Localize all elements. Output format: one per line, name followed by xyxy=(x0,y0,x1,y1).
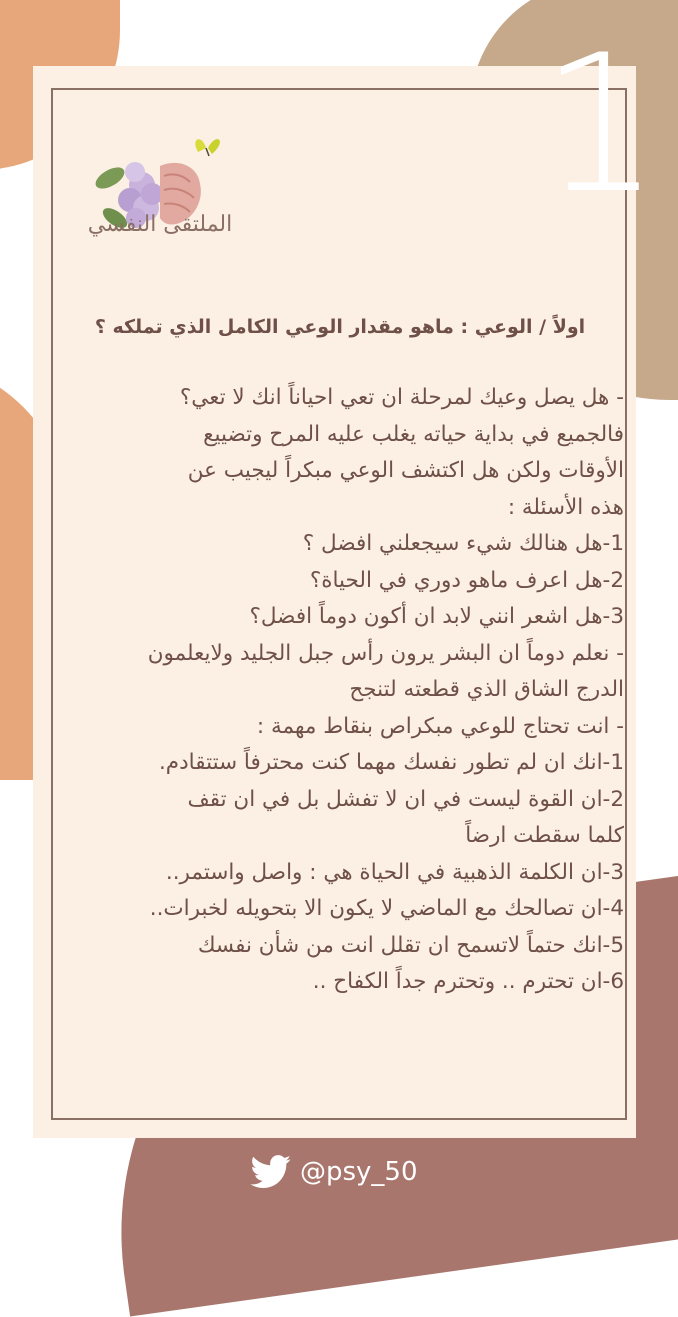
body-line: 3-هل اشعر انني لابد ان أكون دوماً افضل؟ xyxy=(249,604,624,629)
footer-handle[interactable] xyxy=(250,1150,450,1194)
body-line: 2-هل اعرف ماهو دوري في الحياة؟ xyxy=(309,567,624,593)
body-line: 1-انك ان لم تطور نفسك مهما كنت محترفاً ستتقادم. xyxy=(158,750,624,775)
body-line: الأوقات ولكن هل اكتشف الوعي مبكراً ليجيب عن xyxy=(187,458,624,483)
body-line: 6-ان تحترم .. وتحترم جداً الكفاح .. xyxy=(312,969,624,994)
body-line: الدرج الشاق الذي قطعته لتنجح xyxy=(349,677,624,702)
body-line: - انت تحتاج للوعي مبكراص بنقاط مهمة : xyxy=(256,713,624,739)
body-line: 2-ان القوة ليست في ان لا تفشل بل في ان تقف xyxy=(187,786,624,812)
logo-text: الملتقى النفسي xyxy=(87,212,233,237)
body-line: كلما سقطت ارضاً xyxy=(465,823,624,848)
body-line: 5-انك حتماً لاتسمح ان تقلل انت من شأن نفسك xyxy=(197,932,624,958)
brain-flower-butterfly-logo-icon xyxy=(80,110,240,260)
twitter-bird-icon xyxy=(250,1155,292,1189)
section-heading: اولاً / الوعي : ماهو مقدار الوعي الكامل الذي تملكه ؟ xyxy=(94,316,586,338)
body-line: 3-ان الكلمة الذهبية في الحياة هي : واصل واستمر.. xyxy=(165,859,624,885)
body-line: فالجميع في بداية حياته يغلب عليه المرح وتضييع xyxy=(203,421,624,447)
body-text xyxy=(58,380,624,1001)
handle-text: @psy_50 xyxy=(300,1157,418,1187)
body-line: - هل يصل وعيك لمرحلة ان تعي احياناً انك لا تعي؟ xyxy=(179,385,624,410)
body-line: - نعلم دوماً ان البشر يرون رأس جبل الجليد ولايعلمون xyxy=(147,640,624,666)
body-line: 1-هل هنالك شيء سيجعلني افضل ؟ xyxy=(302,531,624,556)
number-badge: 1 xyxy=(540,14,661,235)
body-line: هذه الأسئلة : xyxy=(507,494,624,520)
body-line: 4-ان تصالحك مع الماضي لا يكون الا بتحويله لخبرات.. xyxy=(149,896,624,921)
